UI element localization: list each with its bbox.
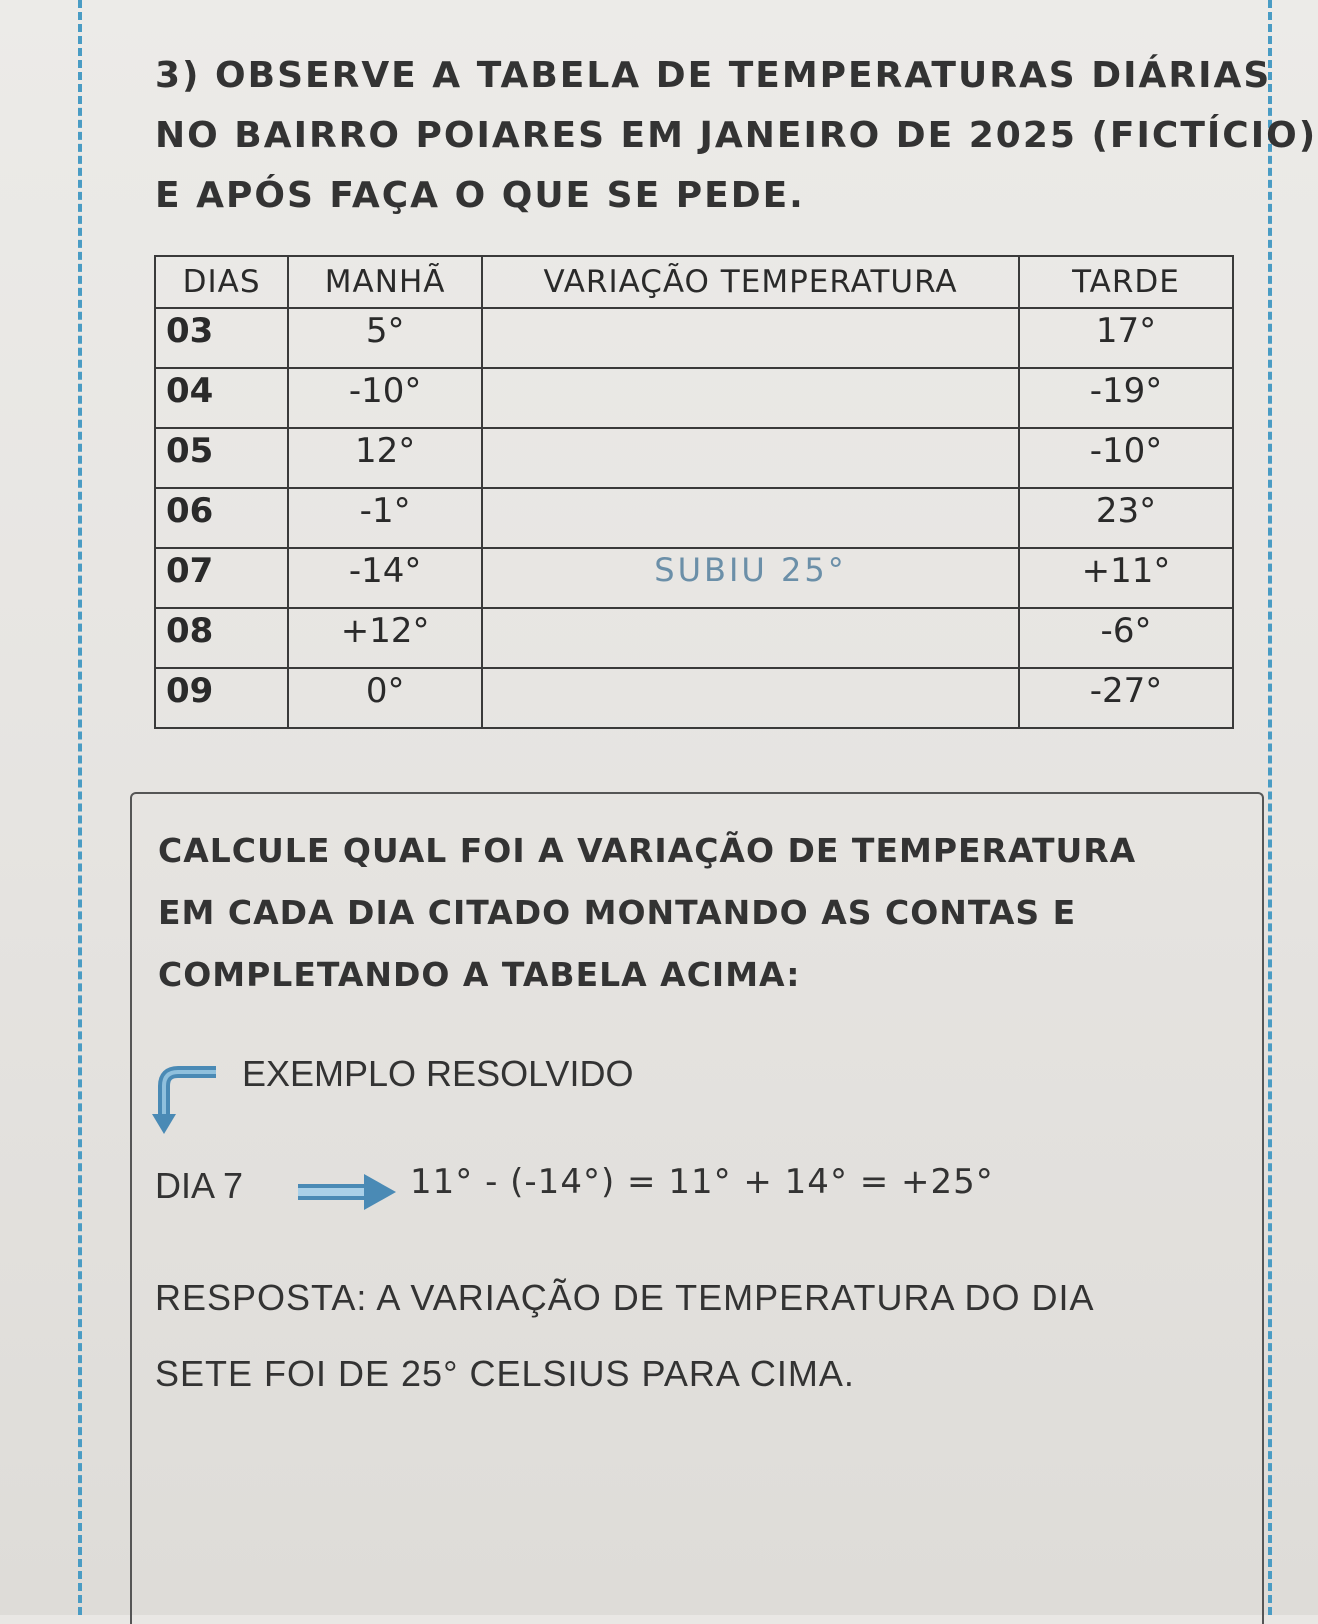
answer-line-2: SETE FOI DE 25° CELSIUS PARA CIMA. <box>155 1353 855 1394</box>
answer-line-1: RESPOSTA: A VARIAÇÃO DE TEMPERATURA DO DIA <box>155 1277 1095 1318</box>
cell-dia: 06 <box>155 488 288 548</box>
header-dias: DIAS <box>155 256 288 308</box>
cell-manha: 0° <box>288 668 482 728</box>
turn-down-arrow-icon <box>150 1062 220 1146</box>
cell-manha: -1° <box>288 488 482 548</box>
question-title <box>155 46 1318 226</box>
table-row <box>155 668 1233 728</box>
cell-tarde: -27° <box>1019 668 1233 728</box>
table-header-row <box>155 256 1233 308</box>
cell-manha: 12° <box>288 428 482 488</box>
cell-tarde: +11° <box>1019 548 1233 608</box>
table-row <box>155 548 1233 608</box>
cell-dia: 05 <box>155 428 288 488</box>
cell-tarde: 23° <box>1019 488 1233 548</box>
title-line-1: 3) OBSERVE A TABELA DE TEMPERATURAS DIÁRIAS <box>155 55 1272 96</box>
header-tarde: TARDE <box>1019 256 1233 308</box>
cell-manha: +12° <box>288 608 482 668</box>
cell-variacao[interactable] <box>482 608 1019 668</box>
example-answer <box>155 1260 1235 1412</box>
table-row <box>155 368 1233 428</box>
right-dashed-border <box>1268 0 1276 1615</box>
cell-tarde: 17° <box>1019 308 1233 368</box>
cell-variacao[interactable] <box>482 368 1019 428</box>
example-label: EXEMPLO RESOLVIDO <box>242 1053 634 1094</box>
header-manha: MANHÃ <box>288 256 482 308</box>
cell-dia: 04 <box>155 368 288 428</box>
cell-dia: 03 <box>155 308 288 368</box>
cell-dia: 09 <box>155 668 288 728</box>
table-row <box>155 608 1233 668</box>
cell-variacao[interactable]: SUBIU 25° <box>482 548 1019 608</box>
cell-manha: -10° <box>288 368 482 428</box>
instructions <box>158 820 1218 1006</box>
cell-tarde: -6° <box>1019 608 1233 668</box>
cell-tarde: -19° <box>1019 368 1233 428</box>
temperature-table <box>154 255 1234 729</box>
cell-manha: 5° <box>288 308 482 368</box>
left-dashed-border <box>78 0 86 1615</box>
right-arrow-icon <box>298 1172 398 1216</box>
table-row <box>155 488 1233 548</box>
example-day: DIA 7 <box>155 1165 244 1206</box>
instructions-line-3: COMPLETANDO A TABELA ACIMA: <box>158 955 801 994</box>
cell-dia: 07 <box>155 548 288 608</box>
title-line-3: E APÓS FAÇA O QUE SE PEDE. <box>155 175 805 216</box>
cell-manha: -14° <box>288 548 482 608</box>
header-variacao: VARIAÇÃO TEMPERATURA <box>482 256 1019 308</box>
title-line-2: NO BAIRRO POIARES EM JANEIRO DE 2025 (FICTÍCIO) <box>155 115 1318 156</box>
table-row <box>155 308 1233 368</box>
cell-tarde: -10° <box>1019 428 1233 488</box>
cell-dia: 08 <box>155 608 288 668</box>
cell-variacao[interactable] <box>482 488 1019 548</box>
example-equation: 11° - (-14°) = 11° + 14° = +25° <box>410 1162 994 1202</box>
cell-variacao[interactable] <box>482 308 1019 368</box>
cell-variacao[interactable] <box>482 428 1019 488</box>
instructions-line-2: EM CADA DIA CITADO MONTANDO AS CONTAS E <box>158 893 1077 932</box>
instructions-line-1: CALCULE QUAL FOI A VARIAÇÃO DE TEMPERATURA <box>158 831 1137 870</box>
table-row <box>155 428 1233 488</box>
cell-variacao[interactable] <box>482 668 1019 728</box>
